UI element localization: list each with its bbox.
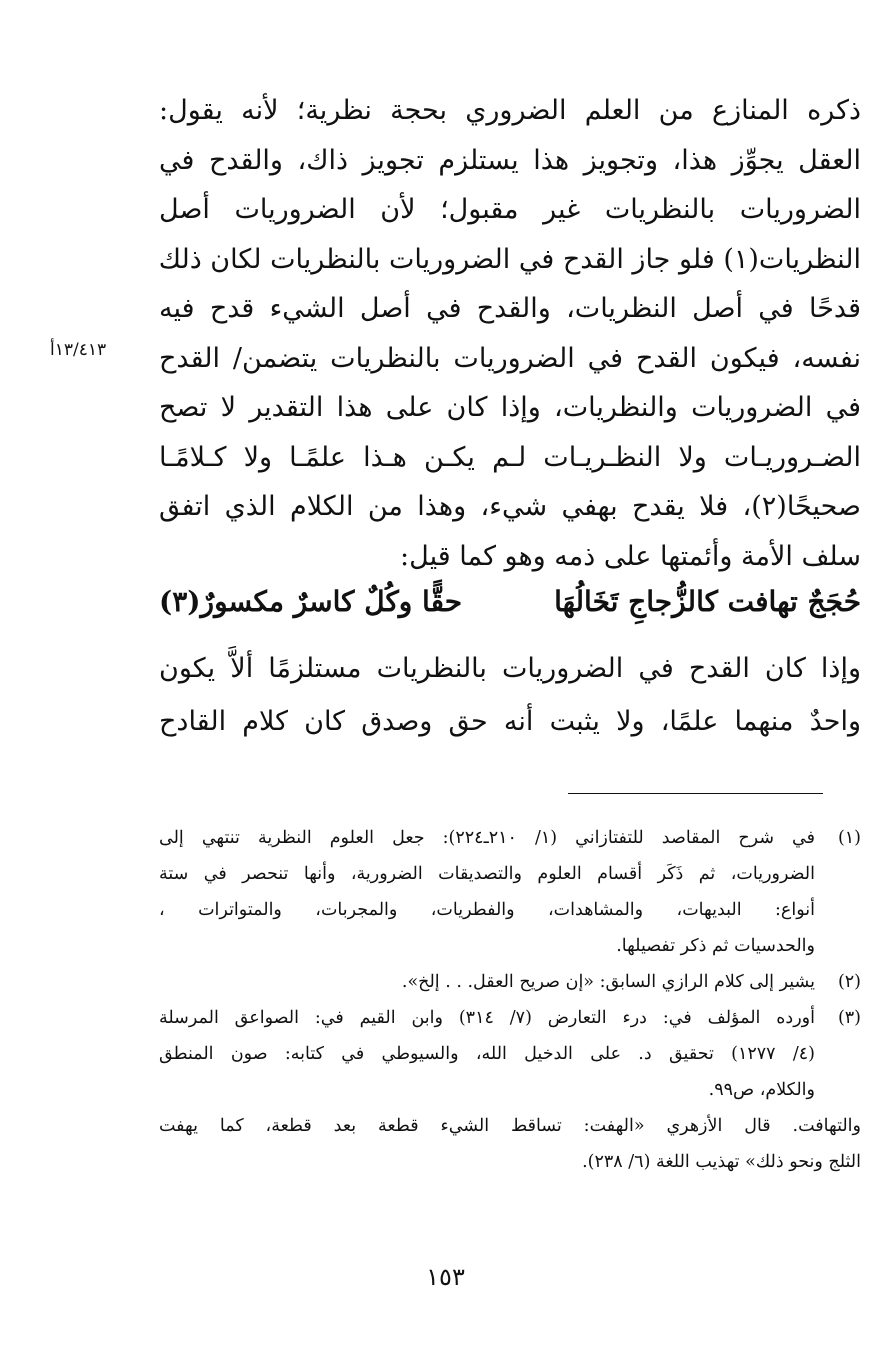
text-line: قدحًا في أصل النظريات، والقدح في أصل الشيء قدح فيه: [159, 293, 861, 324]
footnote-line: الثلج ونحو ذلك» تهذيب اللغة (٦/ ٢٣٨).: [582, 1152, 861, 1172]
footnote-body: [159, 820, 815, 964]
main-text-continuation: [159, 642, 861, 748]
text-line: صحيحًا(٢)، فلا يقدح بهفي شيء، وهذا من الكلام الذي اتفق: [159, 491, 861, 522]
footnote-body: [159, 1000, 815, 1108]
text-line: سلف الأمة وأئمتها على ذمه وهو كما قيل:: [400, 540, 861, 572]
footnote-line: أورده المؤلف في: درء التعارض (٧/ ٣١٤) وابن القيم في: الصواعق المرسلة: [159, 1008, 815, 1028]
text-line: النظريات(١) فلو جاز القدح في الضروريات بالنظريات لكان ذلك: [159, 243, 861, 275]
footnote-body: [159, 964, 815, 1000]
footnote-number: (٢): [837, 972, 861, 992]
verse-first-hemistich: حُجَجٌ تهافت كالزُّجاجِ تَخَالُهَا: [554, 585, 861, 618]
text-line: الضروريات بالنظريات غير مقبول؛ لأن الضروريات أصل: [159, 194, 861, 225]
footnotes: [159, 820, 861, 1180]
text-line: وإذا كان القدح في الضروريات بالنظريات مستلزمًا ألاَّ يكون: [159, 653, 861, 684]
manuscript-margin-reference: ١٣/٤١٣أ: [50, 340, 107, 360]
footnote-2: [159, 964, 861, 1000]
footnote-line: (٤/ ١٢٧٧) تحقيق د. على الدخيل الله، والسيوطي في كتابه: صون المنطق: [159, 1044, 815, 1064]
footnote-line: والكلام، ص٩٩.: [708, 1080, 815, 1100]
text-line: في الضروريات والنظريات، وإذا كان على هذا التقدير لا تصح: [159, 392, 861, 423]
text-line: نفسه، فيكون القدح في الضروريات بالنظريات يتضمن/ القدح: [159, 342, 861, 374]
text-line: العقل يجوِّز هذا، وتجويز هذا يستلزم تجويز ذاك، والقدح في: [159, 144, 861, 176]
text-line: الضـروريـات ولا النظـريـات لـم يكـن هـذا علمًـا ولا كـلامًـا: [159, 441, 861, 473]
footnote-line: الضروريات، ثم ذَكَر أقسام العلوم والتصديقات الضرورية، وأنها تنحصر في ستة: [159, 864, 815, 884]
footnote-line: أنواع: البديهات، والمشاهدات، والفطريات، والمجربات، والمتواترات ،: [159, 900, 815, 920]
main-text: [159, 86, 861, 581]
footnote-line: والحدسيات ثم ذكر تفصيلها.: [616, 936, 815, 956]
text-line: واحدٌ منهما علمًا، ولا يثبت أنه حق وصدق كان كلام القادح: [159, 706, 861, 737]
text-line: ذكره المنازع من العلم الضروري بحجة نظرية؛ لأنه يقول:: [159, 95, 861, 126]
footnote-line: والتهافت. قال الأزهري «الهفت: تساقط الشيء قطعة بعد قطعة، كما يهفت: [159, 1116, 861, 1136]
poetry-verse: [159, 580, 861, 624]
footnote-1: [159, 820, 861, 964]
footnote-3: [159, 1000, 861, 1108]
footnote-number: (١): [837, 828, 861, 848]
footnote-number: (٣): [837, 1008, 861, 1028]
verse-second-hemistich: حقًّا وكُلٌ كاسرٌ مكسورٌ(٣): [159, 585, 463, 618]
footnote-line: في شرح المقاصد للتفتازاني (١/ ٢١٠ـ٢٢٤): جعل العلوم النظرية تنتهي إلى: [159, 828, 815, 848]
footnote-3-continuation: [159, 1108, 861, 1180]
footnote-separator: [568, 793, 823, 794]
page-number: ١٥٣: [426, 1263, 465, 1291]
footnote-line: يشير إلى كلام الرازي السابق: «إن صريح العقل. . . إلخ».: [401, 972, 815, 992]
